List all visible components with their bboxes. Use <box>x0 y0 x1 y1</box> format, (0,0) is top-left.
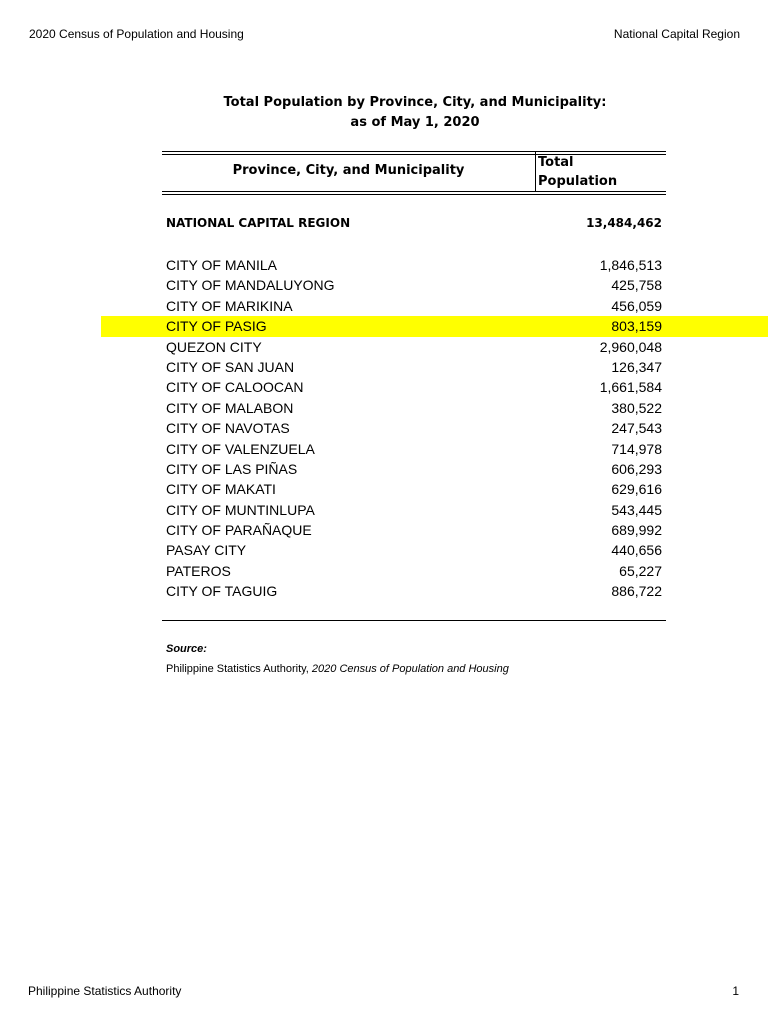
column-header-population <box>538 153 628 191</box>
table-top-rule <box>162 151 666 152</box>
region-name: NATIONAL CAPITAL REGION <box>166 216 351 230</box>
row-value: 886,722 <box>611 583 662 600</box>
region-total: 13,484,462 <box>586 216 662 230</box>
table-row <box>0 540 768 560</box>
page-number: 1 <box>732 984 739 998</box>
source-label: Source: <box>166 643 207 655</box>
page-header-right: National Capital Region <box>613 27 740 41</box>
row-name: CITY OF MANILA <box>166 257 277 273</box>
table-row <box>0 377 768 397</box>
row-value: 714,978 <box>611 440 662 457</box>
row-value: 1,846,513 <box>599 257 662 273</box>
row-value: 606,293 <box>611 460 662 477</box>
row-value: 803,159 <box>611 318 662 335</box>
header-bottom-rule <box>162 191 666 192</box>
row-name: PASAY CITY <box>166 542 247 559</box>
table-row <box>0 398 768 418</box>
table-row <box>0 337 768 357</box>
table-row-highlighted <box>101 316 768 336</box>
page-header-left: 2020 Census of Population and Housing <box>29 27 244 41</box>
row-value: 380,522 <box>611 399 662 416</box>
table-row <box>0 255 768 275</box>
column-header-area: Province, City, and Municipality <box>232 163 465 178</box>
source-agency: Philippine Statistics Authority, <box>166 663 312 675</box>
row-name: PATEROS <box>166 562 231 579</box>
header-bottom-rule-inner <box>162 194 666 195</box>
row-name: CITY OF PARAÑAQUE <box>166 522 312 539</box>
table-row <box>0 561 768 581</box>
column-header-population-line2: Population <box>538 174 618 189</box>
row-name: CITY OF SAN JUAN <box>166 358 295 375</box>
row-value: 543,445 <box>611 501 662 518</box>
table-row <box>0 296 768 316</box>
table-row <box>0 520 768 540</box>
row-value: 689,992 <box>611 522 662 539</box>
row-value: 425,758 <box>611 277 662 294</box>
table-row <box>0 418 768 438</box>
row-value: 2,960,048 <box>599 338 662 355</box>
table-bottom-rule <box>162 620 666 621</box>
row-value: 247,543 <box>611 420 662 437</box>
table-row <box>0 357 768 377</box>
source-publication: 2020 Census of Population and Housing <box>311 663 509 675</box>
source-citation <box>166 663 509 675</box>
row-name: CITY OF MARIKINA <box>166 297 293 314</box>
table-row <box>0 275 768 295</box>
row-value: 126,347 <box>611 358 662 375</box>
row-name: CITY OF MAKATI <box>166 481 276 498</box>
table-row <box>0 581 768 601</box>
row-name: CITY OF TAGUIG <box>166 583 278 600</box>
city-list <box>0 255 768 602</box>
row-name: CITY OF NAVOTAS <box>166 420 290 437</box>
row-value: 629,616 <box>611 481 662 498</box>
row-value: 65,227 <box>619 562 662 579</box>
row-name: QUEZON CITY <box>166 338 262 355</box>
row-name: CITY OF PASIG <box>166 318 267 335</box>
row-name: CITY OF VALENZUELA <box>166 440 315 457</box>
page-footer-left: Philippine Statistics Authority <box>28 984 182 998</box>
table-row <box>0 439 768 459</box>
row-value: 456,059 <box>611 297 662 314</box>
row-name: CITY OF CALOOCAN <box>166 379 304 396</box>
column-divider <box>535 152 536 192</box>
table-row <box>0 500 768 520</box>
column-header-population-line1: Total <box>538 155 574 170</box>
row-value: 1,661,584 <box>599 379 662 396</box>
row-name: CITY OF MANDALUYONG <box>166 277 335 294</box>
row-value: 440,656 <box>611 542 662 559</box>
row-name: CITY OF MALABON <box>166 399 294 416</box>
row-name: CITY OF MUNTINLUPA <box>166 501 315 518</box>
table-row <box>0 459 768 479</box>
table-row <box>0 479 768 499</box>
table-title-line1: Total Population by Province, City, and Municipality: <box>223 95 607 110</box>
row-name: CITY OF LAS PIÑAS <box>166 460 298 477</box>
table-title-line2: as of May 1, 2020 <box>350 115 480 130</box>
